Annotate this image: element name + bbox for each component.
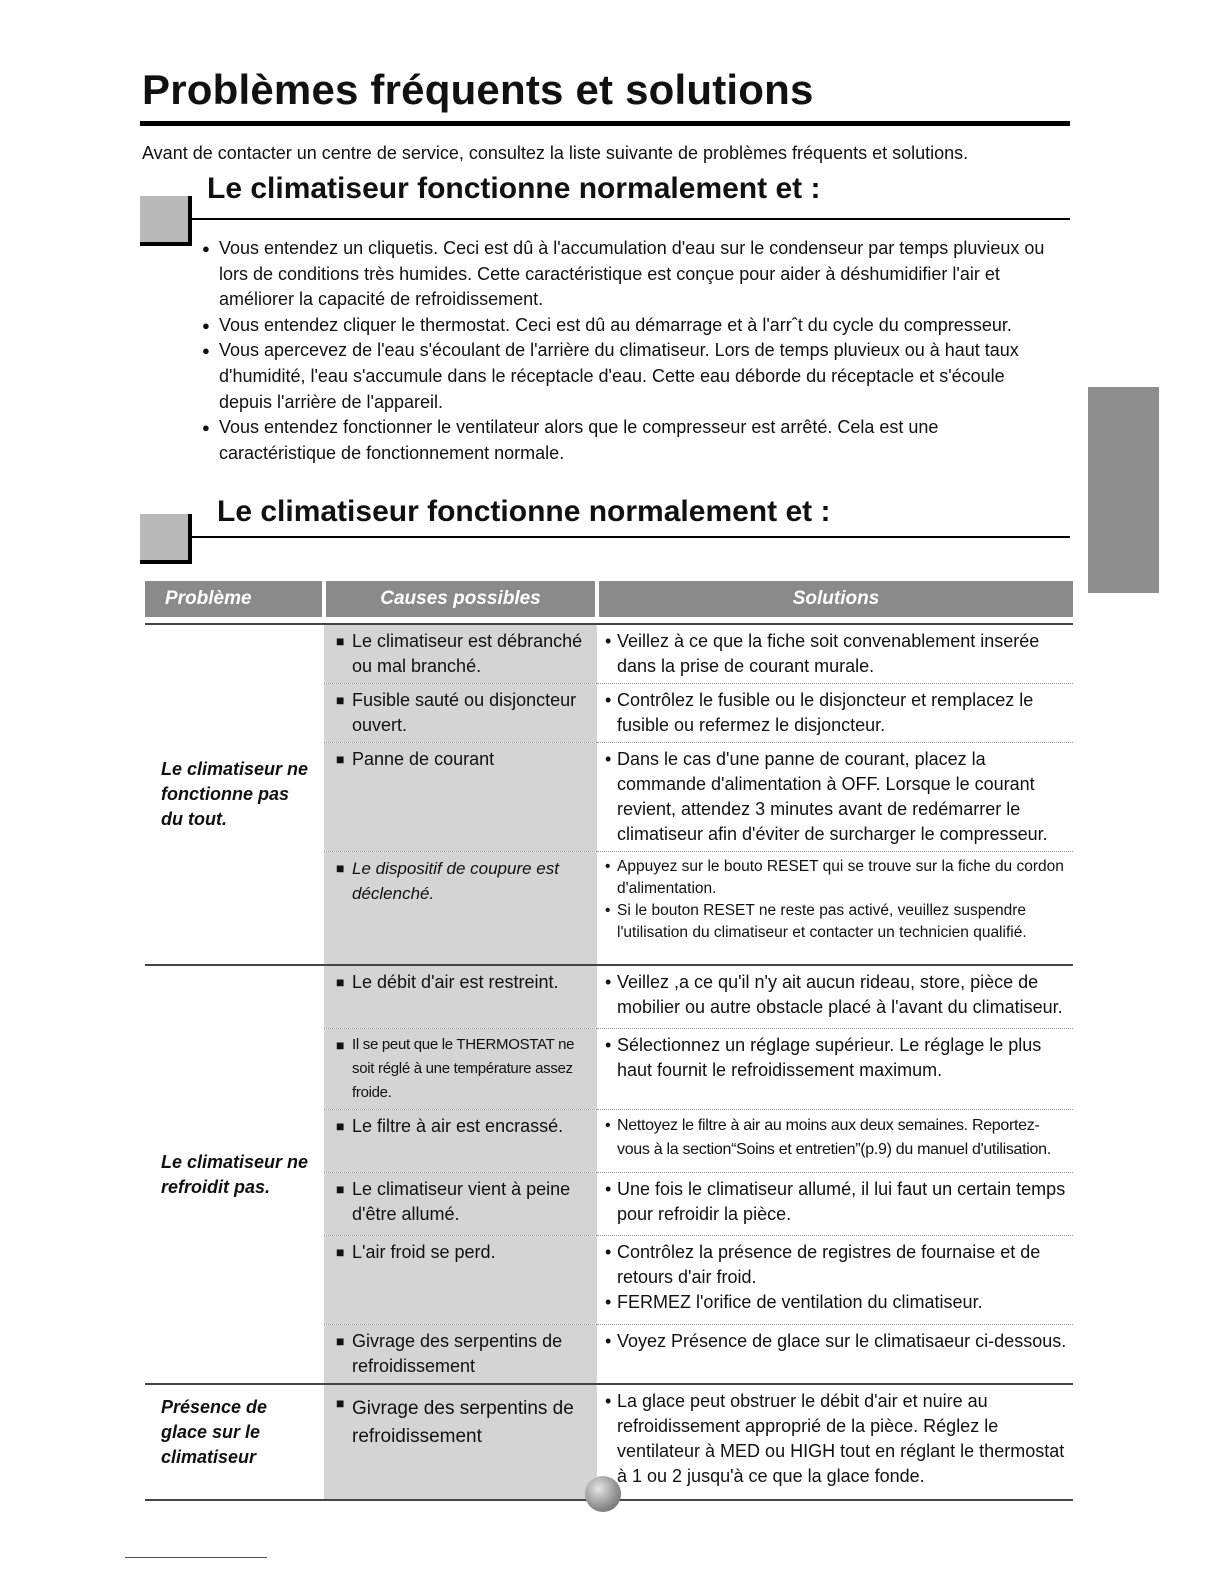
- footer-line: [125, 1557, 267, 1558]
- normal-operation-list: [202, 236, 1052, 466]
- solution-cell: [597, 1173, 1073, 1236]
- section1-title: Le climatiseur fonctionne normalement et :: [207, 172, 821, 205]
- solution-text: • Voyez Présence de glace sur le climatisaeur ci-dessous.: [605, 1329, 1069, 1354]
- problem-cell: Le climatiseur ne refroidit pas.: [145, 965, 324, 1384]
- cause-cell: ■ Givrage des serpentins de refroidissement: [324, 1325, 597, 1385]
- table-row: [145, 965, 1073, 1029]
- side-tab: [1088, 387, 1159, 593]
- cause-cell: ■ Le climatiseur vient à peine d'être allumé.: [324, 1173, 597, 1236]
- solution-text: • Dans le cas d'une panne de courant, placez la commande d'alimentation à OFF. Lorsque le courant revient, attendez 3 minutes avant de redémarrer le climatiseur afin d'éviter de surcharger le compresseur.: [605, 747, 1069, 847]
- troubleshooting-table: [145, 581, 1073, 1501]
- list-item: ● Vous entendez cliquer le thermostat. Ceci est dû au démarrage et à l'arrˆt du cycle du compresseur.: [202, 313, 1052, 339]
- list-item: ● Vous entendez un cliquetis. Ceci est dû à l'accumulation d'eau sur le condenseur par temps pluvieux ou lors de conditions très humides. Cette caractéristique est conçue pour aider à déshumidifier l'air et améliorer la capacité de refroidissement.: [202, 236, 1052, 313]
- cause-cell: ■ Le filtre à air est encrassé.: [324, 1110, 597, 1173]
- cause-cell: ■ Fusible sauté ou disjoncteur ouvert.: [324, 684, 597, 743]
- page-number-marker: [585, 1476, 621, 1512]
- solution-cell: [597, 624, 1073, 684]
- header-causes: Causes possibles: [324, 581, 597, 617]
- solution-cell: [597, 684, 1073, 743]
- solution-cell: [597, 743, 1073, 852]
- solution-cell: [597, 1029, 1073, 1110]
- section2-title: Le climatiseur fonctionne normalement et :: [217, 495, 831, 528]
- solution-cell: [597, 1236, 1073, 1325]
- solution-cell: [597, 965, 1073, 1029]
- solution-cell: [597, 1110, 1073, 1173]
- section1-rule: [188, 218, 1070, 220]
- cause-cell: ■ Le dispositif de coupure est déclenché.: [324, 852, 597, 966]
- solution-text: • Contrôlez la présence de registres de fournaise et de retours d'air froid.: [605, 1240, 1069, 1290]
- solution-text: • Appuyez sur le bouto RESET qui se trouve sur la fiche du cordon d'alimentation.: [605, 856, 1069, 900]
- solution-text: • Nettoyez le filtre à air au moins aux deux semaines. Reportez-vous à la section“Soins et entretien”(p.9) du manuel d'utilisation.: [605, 1114, 1069, 1162]
- cause-cell: ■ Le climatiseur est débranché ou mal branché.: [324, 624, 597, 684]
- cause-cell: ■ Givrage des serpentins de refroidissement: [324, 1384, 597, 1500]
- page-title: Problèmes fréquents et solutions: [142, 66, 814, 113]
- section1-marker: [140, 196, 192, 246]
- solution-text: • FERMEZ l'orifice de ventilation du climatiseur.: [605, 1290, 1069, 1315]
- cause-cell: ■ Panne de courant: [324, 743, 597, 852]
- problem-cell: Le climatiseur ne fonctionne pas du tout.: [145, 624, 324, 965]
- problem-cell: Présence de glace sur le climatiseur: [145, 1384, 324, 1500]
- header-solutions: Solutions: [597, 581, 1073, 617]
- solution-text: • Une fois le climatiseur allumé, il lui faut un certain temps pour refroidir la pièce.: [605, 1177, 1069, 1227]
- section2-marker: [140, 514, 192, 564]
- cause-cell: ■ Il se peut que le THERMOSTAT ne soit réglé à une température assez froide.: [324, 1029, 597, 1110]
- intro-text: Avant de contacter un centre de service, consultez la liste suivante de problèmes fréquents et solutions.: [142, 143, 969, 163]
- cause-cell: ■ L'air froid se perd.: [324, 1236, 597, 1325]
- solution-text: • La glace peut obstruer le débit d'air et nuire au refroidissement approprié de la pièce. Réglez le ventilateur à MED ou HIGH tout en réglant le thermostat à 1 ou 2 jusqu'à ce que la glace fonde.: [605, 1389, 1069, 1489]
- solution-text: • Sélectionnez un réglage supérieur. Le réglage le plus haut fournit le refroidissement maximum.: [605, 1033, 1069, 1083]
- title-rule: [140, 121, 1070, 126]
- solution-text: • Veillez à ce que la fiche soit convenablement inserée dans la prise de courant murale.: [605, 629, 1069, 679]
- solution-text: • Si le bouton RESET ne reste pas activé, veuillez suspendre l'utilisation du climatiseur et contacter un technicien qualifié.: [605, 900, 1069, 944]
- section2-rule: [188, 536, 1070, 538]
- cause-cell: ■ Le débit d'air est restreint.: [324, 965, 597, 1029]
- header-problem: Problème: [145, 581, 324, 617]
- solution-cell: [597, 1325, 1073, 1385]
- solution-cell: [597, 1384, 1073, 1500]
- list-item: ● Vous apercevez de l'eau s'écoulant de l'arrière du climatiseur. Lors de temps pluvieux ou à haut taux d'humidité, l'eau s'accumule dans le réceptacle d'eau. Cette eau déborde du réceptacle et s'écoule depuis l'arrière de l'appareil.: [202, 338, 1052, 415]
- solution-cell: [597, 852, 1073, 966]
- solution-text: • Contrôlez le fusible ou le disjoncteur et remplacez le fusible ou refermez le disjoncteur.: [605, 688, 1069, 738]
- list-item: ● Vous entendez fonctionner le ventilateur alors que le compresseur est arrêté. Cela est une caractéristique de fonctionnement normale.: [202, 415, 1052, 466]
- table-row: [145, 624, 1073, 684]
- table-header: [145, 581, 1073, 617]
- solution-text: • Veillez ,a ce qu'il n'y ait aucun rideau, store, pièce de mobilier ou autre obstacle placé à l'avant du climatiseur.: [605, 970, 1069, 1020]
